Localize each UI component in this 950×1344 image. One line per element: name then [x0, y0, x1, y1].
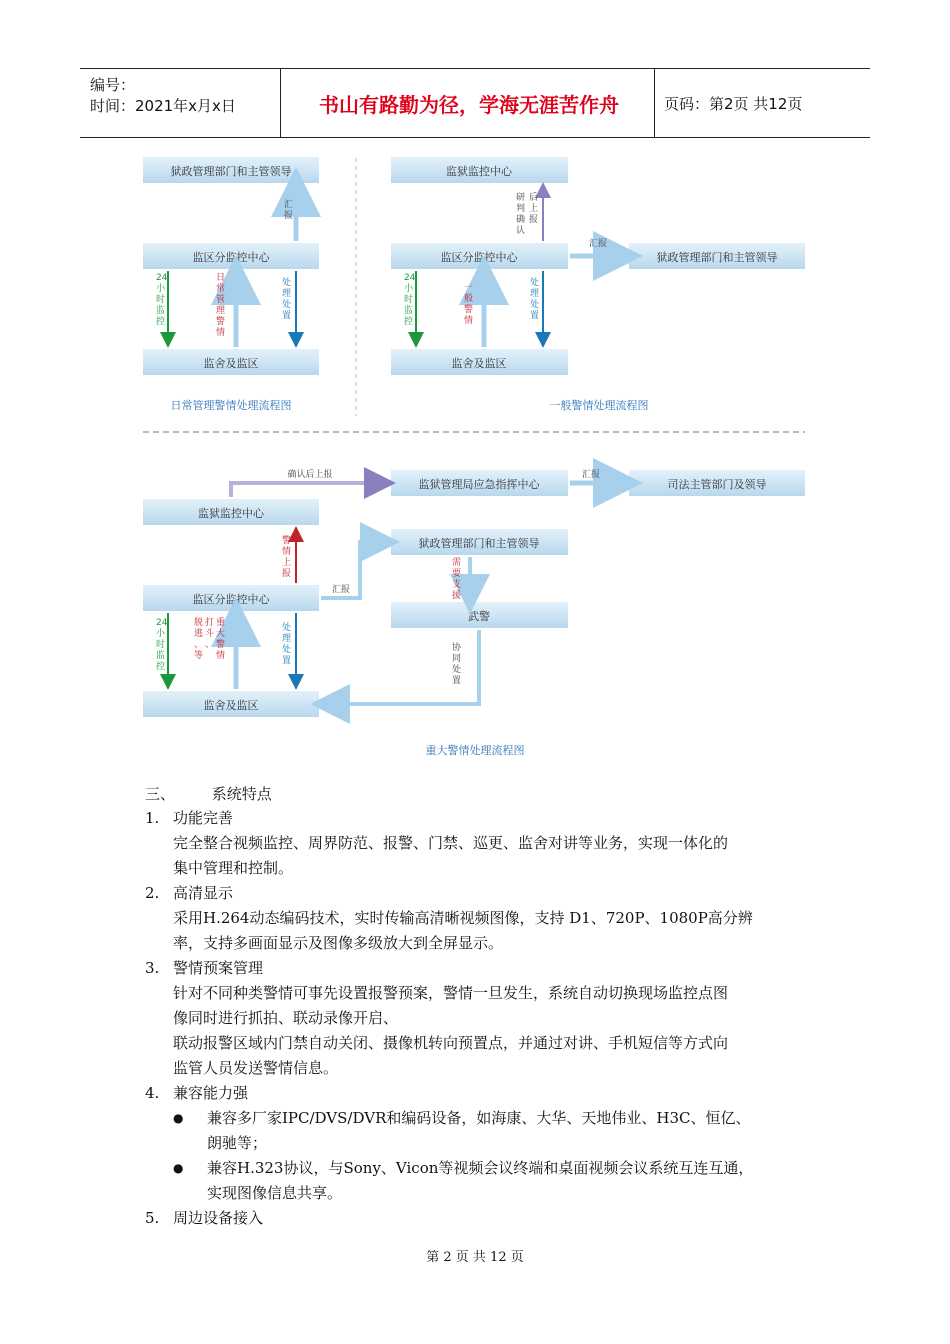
d3-center-box-label: 监区分监控中心	[192, 593, 270, 606]
feature-desc-line: 采用H.264动态编码技术，实时传输高清晰视频图像，支持 D1、720P、1080P高分辨	[173, 909, 753, 927]
d3-report-label-1: 汇报	[581, 470, 601, 480]
d1-center-box-label: 监区分监控中心	[192, 251, 270, 264]
feature-list	[145, 806, 815, 1231]
d3-alarm-up-label: 警情上报	[282, 536, 292, 579]
d3-monitor-label: 24 小时监控	[156, 618, 168, 672]
feature-title-text: 功能完善	[173, 809, 234, 827]
feature-item	[145, 1206, 815, 1231]
d2-right-box-label: 狱政管理部门和主管领导	[656, 251, 778, 264]
bullet-text: 兼容多厂家IPC/DVS/DVR和编码设备，如海康、大华、天地伟业、H3C、恒亿、	[207, 1109, 751, 1127]
d1-monitor-label: 24 小时监控	[156, 273, 168, 327]
feature-desc-line: 针对不同种类警情可事先设置报警预案，警情一旦发生，系统自动切换现场监控点图	[173, 984, 729, 1002]
d3-major-label-2: 打斗、	[205, 618, 215, 650]
d2-report-label: 汇报	[588, 239, 608, 249]
number-label: 编号：	[90, 76, 136, 94]
d3-bottom-box-label: 监舍及监区	[203, 699, 259, 712]
d3-support-label: 需要支援	[452, 558, 462, 601]
d2-center-box-label: 监区分监控中心	[440, 251, 518, 264]
d1-bottom-box-label: 监舍及监区	[203, 357, 259, 370]
d2-bottom-box-label: 监舍及监区	[451, 357, 507, 370]
d3-report-label-2: 汇报	[331, 585, 351, 595]
bullet-text: 朗驰等；	[207, 1134, 268, 1152]
feature-number: 5.	[145, 1209, 160, 1227]
bullet-line	[145, 1181, 815, 1206]
feature-desc-line: 监管人员发送警情信息。	[173, 1059, 339, 1077]
feature-title-text: 警情预案管理	[173, 959, 264, 977]
general-alarm-diagram	[391, 157, 805, 412]
d1-daily-label: 日常管理警情	[216, 273, 226, 338]
feature-item	[145, 806, 815, 881]
bullet-line	[145, 1131, 815, 1156]
feature-number: 1.	[145, 809, 160, 827]
d1-report-label: 汇报	[284, 200, 294, 221]
feature-title-text: 兼容能力强	[173, 1084, 249, 1102]
time-label: 时间：2021年x月x日	[90, 97, 236, 115]
d3-confirm-label: 确认后上报	[287, 470, 333, 480]
d3-emergency-box-label: 监狱管理局应急指挥中心	[418, 478, 540, 491]
bullet-icon: ●	[173, 1111, 184, 1125]
feature-title	[145, 1081, 815, 1106]
feature-title	[145, 806, 815, 831]
d3-admin-box-label: 狱政管理部门和主管领导	[418, 537, 540, 550]
bullet-icon: ●	[173, 1161, 184, 1175]
d1-caption: 日常管理警情处理流程图	[170, 399, 292, 412]
feature-number: 2.	[145, 884, 160, 902]
bullet-text: 实现图像信息共享。	[207, 1184, 343, 1202]
section-heading-title: 系统特点	[211, 785, 272, 803]
d3-justice-box-label: 司法主管部门及领导	[667, 478, 767, 491]
feature-title-text: 高清显示	[173, 884, 234, 902]
d2-monitor-label: 24 小时监控	[404, 273, 416, 327]
feature-item	[145, 1081, 815, 1206]
daily-alarm-diagram	[143, 157, 319, 412]
d2-top-box-label: 监狱监控中心	[446, 165, 512, 178]
d2-caption: 一般警情处理流程图	[549, 399, 649, 412]
d3-confirm-arrow	[231, 483, 380, 497]
section-heading-number: 三、	[145, 785, 176, 803]
d1-handle-label: 处理处置	[282, 278, 292, 321]
d3-handle-label: 处理处置	[282, 623, 292, 666]
feature-number: 3.	[145, 959, 160, 977]
d3-police-box-label: 武警	[468, 610, 490, 623]
feature-desc-line: 率，支持多画面显示及图像多级放大到全屏显示。	[173, 934, 504, 952]
d2-general-label: 一般警情	[464, 283, 474, 326]
feature-title	[145, 1206, 815, 1231]
d1-top-box-label: 狱政管理部门和主管领导	[170, 165, 292, 178]
d3-major-label-1: 重大警情	[216, 618, 226, 661]
feature-item	[145, 956, 815, 1081]
feature-title	[145, 881, 815, 906]
d2-confirm-label: 研判确认	[516, 193, 526, 236]
d3-prison-center-box-label: 监狱监控中心	[198, 507, 264, 520]
d3-coop-label: 协同处置	[452, 643, 462, 686]
feature-desc-line: 像同时进行抓拍、联动录像开启、	[173, 1009, 399, 1027]
bullet-text: 兼容H.323协议，与Sony、Vicon等视频会议终端和桌面视频会议系统互连互通，	[207, 1159, 754, 1177]
feature-number: 4.	[145, 1084, 160, 1102]
d2-handle-label: 处理处置	[530, 278, 540, 321]
feature-item	[145, 881, 815, 956]
d3-report-arrow-2	[321, 542, 380, 598]
bullet-line	[145, 1156, 815, 1181]
feature-desc-line: 完全整合视频监控、周界防范、报警、门禁、巡更、监舍对讲等业务，实现一体化的	[173, 834, 729, 852]
d3-caption: 重大警情处理流程图	[425, 744, 525, 757]
feature-desc-line: 联动报警区域内门禁自动关闭、摄像机转向预置点，并通过对讲、手机短信等方式向	[173, 1034, 729, 1052]
header-motto: 书山有路勤为径，学海无涯苦作舟	[319, 92, 619, 117]
d2-up-label: 后上报	[529, 193, 539, 225]
header-page-number: 页码：第2页 共12页	[664, 94, 803, 113]
d3-major-label-3: 脱逃、等	[194, 618, 204, 661]
major-alarm-diagram	[143, 468, 805, 757]
page-footer: 第 2 页 共 12 页	[426, 1250, 524, 1265]
bullet-line	[145, 1106, 815, 1131]
feature-title-text: 周边设备接入	[173, 1209, 264, 1227]
feature-desc-line: 集中管理和控制。	[173, 859, 294, 877]
feature-title	[145, 956, 815, 981]
section-heading	[145, 782, 272, 807]
